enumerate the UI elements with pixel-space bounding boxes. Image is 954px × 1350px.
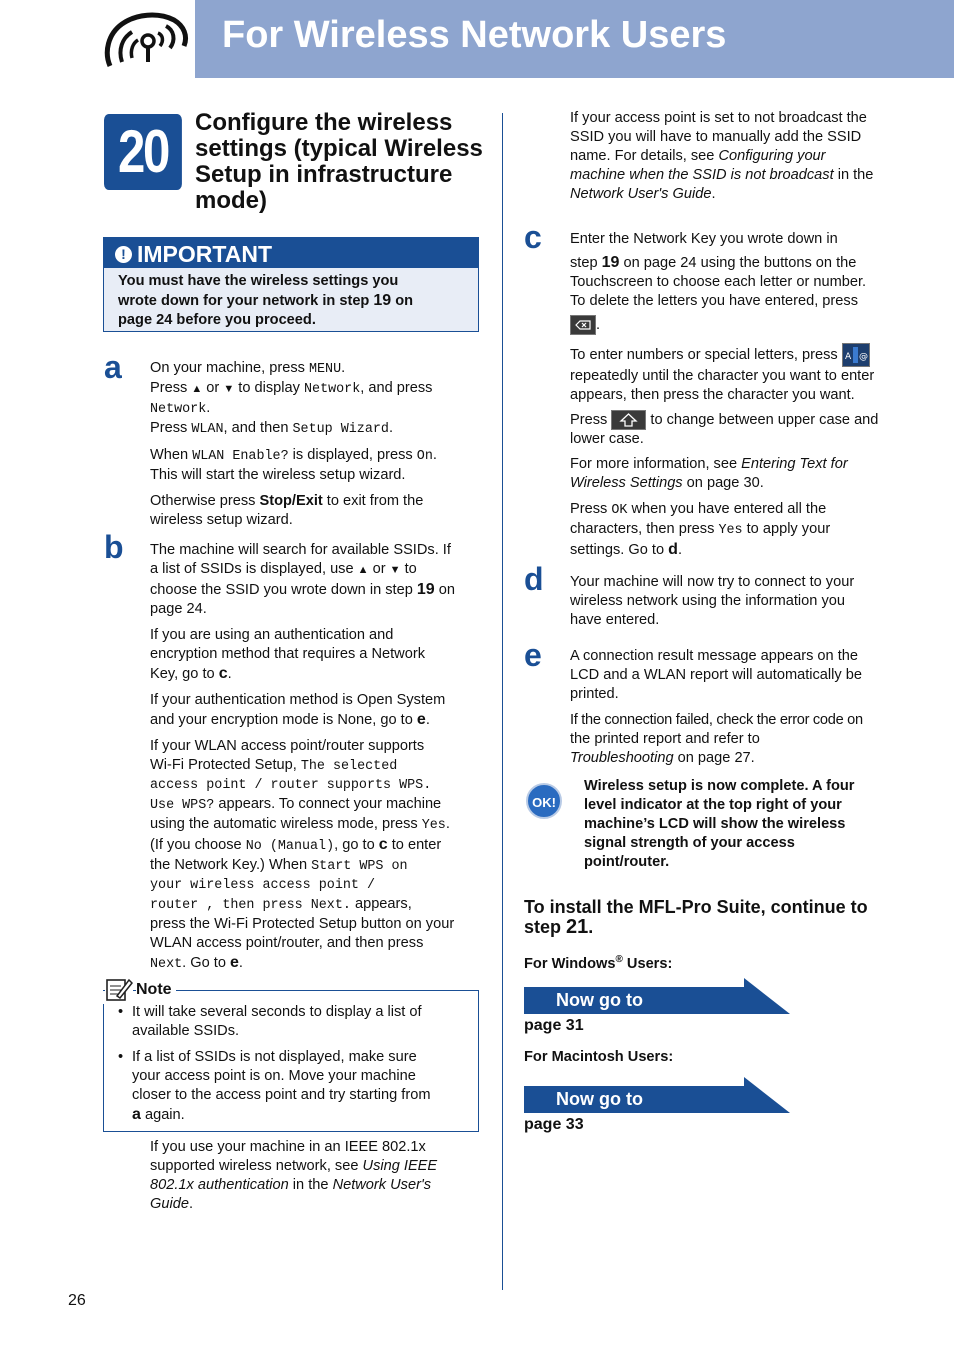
important-label: IMPORTANT bbox=[137, 241, 273, 267]
ok-completion-text: Wireless setup is now complete. A four level indicator at the top right of your machine’s LCD will show the wireless signal strength of your access point/router. bbox=[584, 778, 855, 870]
substep-a-text: On your machine, press MENU. Press ▲ or ▼ to display Network, and press Network. Press WLAN, and then Setup Wizard. When WLAN Enable? is displayed, press On. This will start the wireless setup wizard. Otherwise press Stop/Exit to exit from the wireless setup wizard. bbox=[150, 360, 437, 528]
substep-letter-d: d bbox=[524, 561, 544, 597]
step-number: 20 bbox=[104, 114, 182, 190]
substep-b-text: The machine will search for available SSIDs. If a list of SSIDs is displayed, use ▲ or ▼ to choose the SSID you wrote down in step 19 on page 24. If you are using an authentication and encryption method that requires a Network Key, go to c. If your authentication method is Open System and your encryption mode is None, go to e. If your WLAN access point/router supports Wi-Fi Protected Setup, The selected access point / router supports WPS. Use WPS? appears. To connect your machine using the automatic wireless mode, press Yes. (If you choose No (Manual), go to c to enter the Network Key.) When Start WPS on your wireless access point / router , then press Next. appears, press the Wi-Fi Protected Setup button on your WLAN access point/router, and then press Next. Go to e. bbox=[150, 542, 455, 972]
substep-letter-b: b bbox=[104, 529, 124, 565]
note-pencil-icon bbox=[105, 976, 133, 1002]
note-bullet-1: • It will take several seconds to display a list of available SSIDs. bbox=[118, 1004, 422, 1039]
note-bullet-2: • If a list of SSIDs is not displayed, make sure your access point is on. Move your machine closer to the access point and try starting from a again. bbox=[118, 1049, 431, 1123]
windows-label: For Windows® Users: bbox=[524, 954, 673, 972]
goto-windows-arrow bbox=[744, 978, 790, 1014]
wireless-logo-icon bbox=[100, 8, 190, 70]
page-header-title: For Wireless Network Users bbox=[222, 14, 727, 56]
page-number: 26 bbox=[68, 1292, 86, 1309]
substep-letter-c: c bbox=[524, 219, 542, 255]
backspace-icon bbox=[570, 315, 596, 335]
substep-e-text: A connection result message appears on the LCD and a WLAN report will automatically be printed. If the connection failed, check the error code on the printed report and refer to Troubleshooting on page 27. bbox=[570, 648, 863, 766]
substep-letter-a: a bbox=[104, 349, 122, 385]
substep-c-text: Enter the Network Key you wrote down in step 19 on page 24 using the buttons on the Touchscreen to choose each letter or number. To delete the letters you have entered, press . To enter numbers or special letters, press A @ repeatedly until the character you want to enter appears, then press the character you want. Press to change between upper case and lower case. For more information, see Entering Text for Wireless Settings on page 30. Press OK when you have entered all the characters, then press Yes to apply your settings. Go to d. bbox=[570, 231, 879, 558]
goto-mac-label: Now go to bbox=[556, 1089, 643, 1109]
goto-mac-arrow bbox=[744, 1077, 790, 1113]
macintosh-label: For Macintosh Users: bbox=[524, 1049, 674, 1065]
svg-text:A: A bbox=[844, 352, 851, 362]
goto-windows-label: Now go to bbox=[556, 990, 643, 1010]
substep-d-text: Your machine will now try to connect to your wireless network using the information you have entered. bbox=[570, 574, 855, 628]
step-title: Configure the wireless settings (typical Wireless Setup in infrastructure mode) bbox=[195, 109, 483, 214]
install-heading: To install the MFL-Pro Suite, continue to step 21. bbox=[524, 897, 868, 938]
goto-mac-page[interactable]: page 33 bbox=[524, 1116, 584, 1133]
column-divider bbox=[502, 113, 503, 1290]
note-label: Note bbox=[136, 980, 176, 1000]
exclamation-icon: ! bbox=[115, 246, 132, 263]
note-box-border bbox=[103, 1004, 104, 1132]
shift-icon bbox=[611, 410, 646, 430]
goto-windows-page[interactable]: page 31 bbox=[524, 1017, 584, 1034]
ssid-paragraph: If your access point is set to not broadcast the SSID you will have to manually add the SSID name. For details, see Configuring your machine when the SSID is not broadcast in the Network User's Guide. bbox=[570, 110, 874, 202]
ok-badge-icon: OK! bbox=[526, 783, 562, 819]
ieee-paragraph: If you use your machine in an IEEE 802.1x supported wireless network, see Using IEEE 802.1x authentication in the Network User's Guide. bbox=[150, 1139, 438, 1212]
important-text: You must have the wireless settings you wrote down for your network in step 19 on page 24 before you proceed. bbox=[118, 273, 414, 328]
svg-text:@: @ bbox=[858, 352, 868, 362]
character-mode-icon bbox=[842, 343, 870, 367]
substep-letter-e: e bbox=[524, 637, 542, 673]
